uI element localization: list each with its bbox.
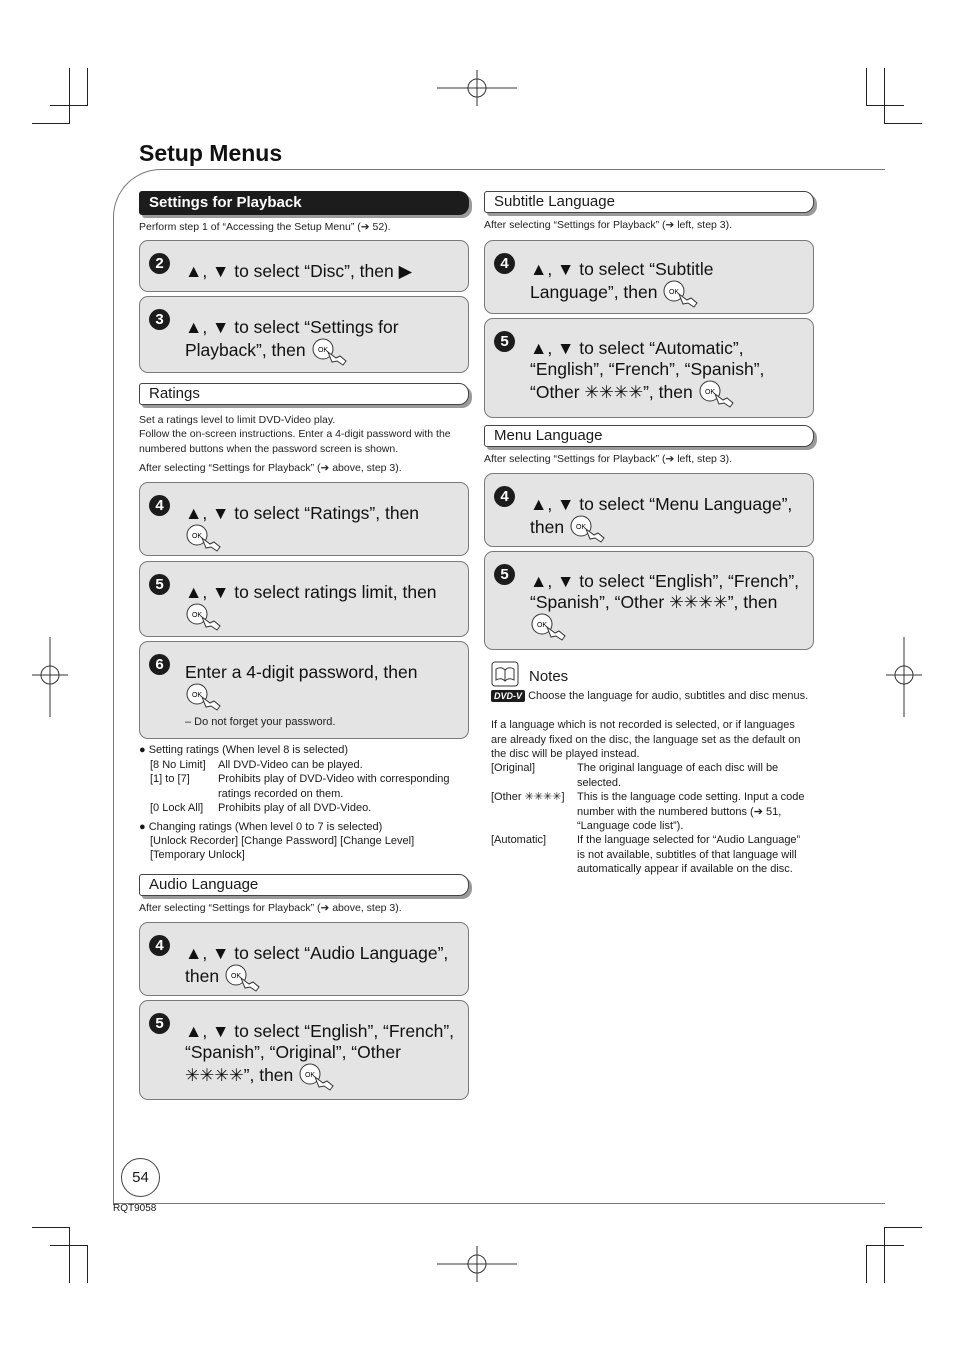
notes-option-value: The original language of each disc will be selected. (577, 762, 779, 789)
notes-book-icon (491, 661, 519, 687)
ratings-option-value: All DVD-Video can be played. (218, 759, 363, 771)
ok-label: OK (191, 533, 203, 540)
step-text: Enter a 4-digit password, then OK (185, 662, 460, 709)
crop-mark (884, 68, 885, 124)
step-text: ▲, ▼ to select “Audio Language”, then OK (185, 943, 460, 990)
step-number: 4 (494, 486, 515, 507)
ok-label: OK (536, 622, 548, 629)
crop-mark (884, 1227, 885, 1283)
step-number: 5 (494, 564, 515, 585)
notes-option-key: [Automatic] (491, 834, 547, 846)
step-box (139, 641, 469, 739)
ok-button-icon (698, 380, 738, 406)
ok-button-icon (185, 603, 225, 629)
ok-button-icon (569, 515, 609, 541)
notes-option-value: If the language selected for “Audio Language” is not available, subtitles of that language will automatically appear if available on the disc. (577, 834, 801, 875)
subtitle-language-header: Subtitle Language (484, 191, 814, 213)
frame-line (160, 169, 885, 170)
audio-language-header: Audio Language (139, 874, 469, 896)
crop-mark (32, 1227, 70, 1228)
frame-line (113, 1203, 885, 1204)
crop-mark (87, 68, 88, 106)
crop-mark (866, 68, 867, 106)
step-box (139, 296, 469, 373)
ok-button-icon (311, 338, 351, 364)
registration-target-icon (32, 637, 68, 717)
step-number: 4 (149, 935, 170, 956)
ok-label: OK (704, 389, 715, 396)
menu-after: After selecting “Settings for Playback” (➔ left, step 3). (484, 453, 733, 465)
subtitle-after: After selecting “Settings for Playback” (➔ left, step 3). (484, 219, 733, 231)
step-box (484, 240, 814, 314)
ratings-option-key: [0 Lock All] (150, 802, 204, 814)
step-text: ▲, ▼ to select ratings limit, then OK (185, 582, 460, 629)
ok-label: OK (669, 289, 680, 296)
step-number: 4 (494, 253, 515, 274)
ratings-desc1: Set a ratings level to limit DVD-Video play. (139, 414, 336, 426)
step-text: ▲, ▼ to select “Menu Language”, then OK (530, 494, 805, 541)
step-text: ▲, ▼ to select “Subtitle Language”, then OK (530, 259, 805, 306)
step-number: 4 (149, 495, 170, 516)
ok-button-icon (530, 613, 570, 639)
ok-label: OK (305, 1072, 316, 1079)
ok-button-icon (185, 683, 225, 709)
registration-target-icon (886, 637, 922, 717)
notes-option-key: [Original] (491, 762, 536, 774)
ratings-desc2: Follow the on-screen instructions. Enter a 4-digit password with the numbered buttons when the password screen is shown. (139, 428, 451, 455)
ok-label: OK (317, 347, 328, 354)
ok-label: OK (191, 692, 203, 699)
step-box (139, 1000, 469, 1100)
notes-line1: DVD-V Choose the language for audio, subtitles and disc menus. (491, 689, 813, 704)
notes-option-key: [Other ✳✳✳✳] (491, 791, 565, 803)
audio-after: After selecting “Settings for Playback” (➔ above, step 3). (139, 902, 402, 914)
crop-mark (50, 1245, 88, 1246)
step-box (139, 561, 469, 637)
step-text: ▲, ▼ to select “English”, “French”, “Spanish”, “Original”, “Other ✳✳✳✳”, then OK (185, 1021, 460, 1089)
ok-button-icon (662, 280, 702, 306)
settings-for-playback-header: Settings for Playback (139, 191, 469, 215)
step-text: ▲, ▼ to select “Disc”, then ▶ (185, 261, 413, 281)
step-number: 6 (149, 654, 170, 675)
step-box (139, 240, 469, 292)
step-box (484, 318, 814, 418)
step-text: ▲, ▼ to select “Ratings”, then OK (185, 503, 460, 550)
ok-button-icon (298, 1063, 338, 1089)
registration-target-icon (437, 1246, 517, 1282)
step-number: 5 (494, 331, 515, 352)
crop-mark (866, 1245, 867, 1283)
crop-mark (87, 1245, 88, 1283)
ok-label: OK (575, 524, 586, 531)
ok-label: OK (191, 612, 203, 619)
ratings-after: After selecting “Settings for Playback” (➔ above, step 3). (139, 462, 402, 474)
document-code: RQT9058 (113, 1203, 157, 1214)
notes-line2: If a language which is not recorded is selected, or if languages are already fixed on the disc, the language set as the default on the disc will be played instead. (491, 719, 801, 760)
crop-mark (50, 105, 88, 106)
page-number: 54 (121, 1158, 160, 1197)
password-note: – Do not forget your password. (185, 716, 336, 728)
ratings-option-key: [8 No Limit] (150, 759, 206, 771)
frame-line (113, 215, 114, 1205)
ratings-header: Ratings (139, 383, 469, 405)
ratings-option-value: Prohibits play of all DVD-Video. (218, 802, 372, 814)
menu-language-header: Menu Language (484, 425, 814, 447)
crop-mark (866, 1245, 904, 1246)
page-title: Setup Menus (139, 140, 283, 166)
notes-option-value: This is the language code setting. Input a code number with the numbered buttons (➔ 51, “Language code list”). (577, 791, 805, 832)
step-box (484, 473, 814, 547)
ratings-option-key: [1] to [7] (150, 773, 190, 785)
step-text: ▲, ▼ to select “English”, “French”, “Spanish”, “Other ✳✳✳✳”, then OK (530, 571, 805, 639)
ok-label: OK (230, 973, 241, 980)
step-box (484, 551, 814, 650)
ok-button-icon (185, 524, 225, 550)
crop-mark (69, 1227, 70, 1283)
dvd-v-badge: DVD-V (491, 690, 525, 702)
step-number: 5 (149, 574, 170, 595)
bullet-item: ● Setting ratings (When level 8 is selected) (139, 744, 349, 756)
crop-mark (866, 105, 904, 106)
crop-mark (884, 123, 922, 124)
step-number: 3 (149, 309, 170, 330)
change-options: [Unlock Recorder] [Change Password] [Change Level] (150, 835, 415, 847)
notes-title: Notes (529, 668, 569, 685)
playback-intro: Perform step 1 of “Accessing the Setup Menu” (➔ 52). (139, 221, 391, 233)
step-text: ▲, ▼ to select “Automatic”, “English”, “French”, “Spanish”, “Other ✳✳✳✳”, then OK (530, 338, 805, 406)
crop-mark (884, 1227, 922, 1228)
registration-target-icon (437, 70, 517, 106)
crop-mark (69, 68, 70, 124)
step-text: ▲, ▼ to select “Settings for Playback”, then OK (185, 317, 460, 364)
crop-mark (32, 123, 70, 124)
change-options: [Temporary Unlock] (150, 849, 245, 861)
step-box (139, 922, 469, 996)
step-number: 5 (149, 1013, 170, 1034)
bullet-item: ● Changing ratings (When level 0 to 7 is selected) (139, 821, 383, 833)
step-number: 2 (149, 253, 170, 274)
ok-button-icon (224, 964, 264, 990)
step-box (139, 482, 469, 556)
ratings-option-value: Prohibits play of DVD-Video with corresponding ratings recorded on them. (218, 773, 450, 800)
